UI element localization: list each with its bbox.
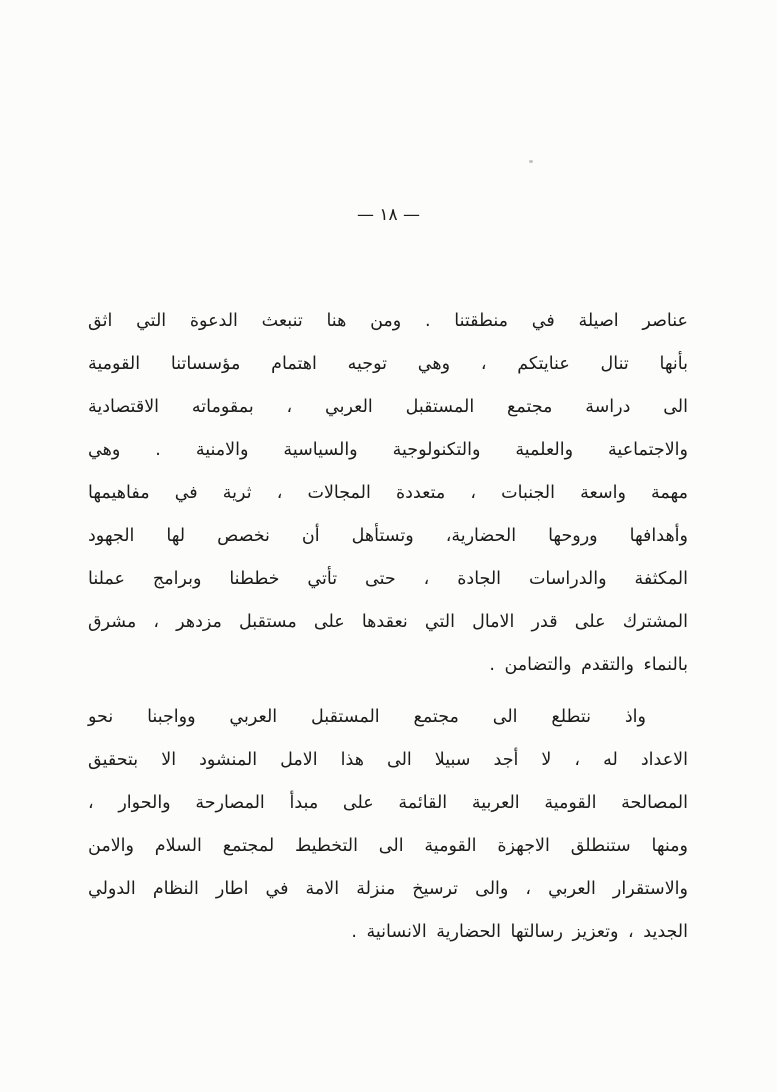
scan-artifact	[529, 160, 533, 163]
text-line: ومنها ستنطلق الاجهزة القومية الى التخطيط لمجتمع السلام والامن	[88, 836, 688, 856]
paragraph-2	[88, 696, 688, 954]
text-line: المشترك على قدر الامال التي نعقدها على مستقبل مزدهر ، مشرق	[88, 612, 688, 632]
text-line: الى دراسة مجتمع المستقبل العربي ، بمقوماته الاقتصادية	[88, 397, 688, 417]
page-number: — ١٨ —	[356, 205, 421, 225]
body-text	[88, 300, 688, 954]
text-line: بالنماء والتقدم والتضامن .	[489, 655, 688, 675]
text-line: المكثفة والدراسات الجادة ، حتى تأتي خططنا وبرامج عملنا	[88, 569, 688, 589]
text-line: الاعداد له ، لا أجد سبيلا الى هذا الامل المنشود الا بتحقيق	[88, 750, 688, 770]
text-line: والاجتماعية والعلمية والتكنولوجية والسياسية والامنية . وهي	[88, 440, 688, 460]
text-line: المصالحة القومية العربية القائمة على مبدأ المصارحة والحوار ،	[88, 793, 688, 813]
text-line: بأنها تنال عنايتكم ، وهي توجيه اهتمام مؤسساتنا القومية	[88, 354, 688, 374]
text-line: عناصر اصيلة في منطقتنا . ومن هنا تنبعث الدعوة التي اثق	[88, 311, 688, 331]
text-line: والاستقرار العربي ، والى ترسيخ منزلة الامة في اطار النظام الدولي	[88, 879, 688, 899]
text-line: مهمة واسعة الجنبات ، متعددة المجالات ، ثرية في مفاهيمها	[88, 483, 688, 503]
paragraph-1	[88, 300, 688, 687]
text-line: واذ نتطلع الى مجتمع المستقبل العربي وواجبنا نحو	[88, 707, 646, 727]
text-line: الجديد ، وتعزيز رسالتها الحضارية الانسانية .	[351, 922, 688, 942]
text-line: وأهدافها وروحها الحضارية، وتستأهل أن نخصص لها الجهود	[88, 526, 688, 546]
